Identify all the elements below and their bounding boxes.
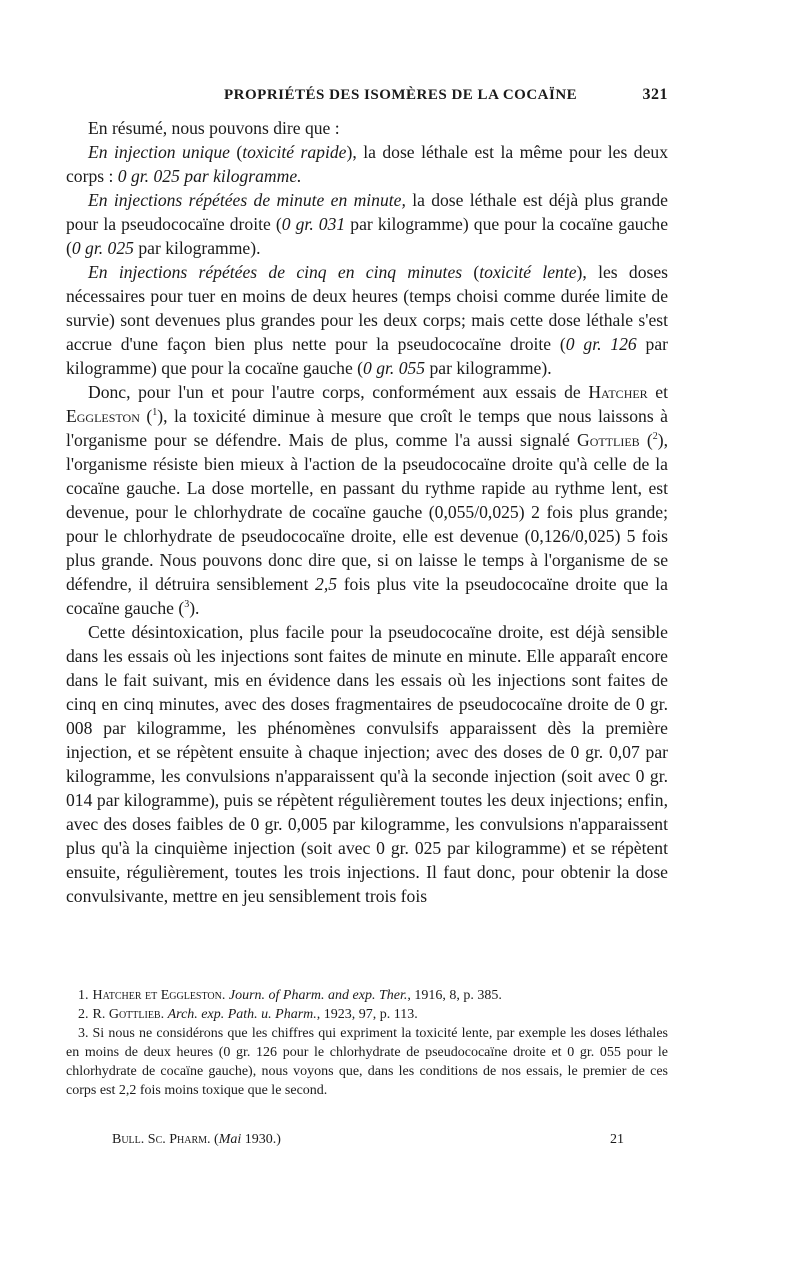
footnote-text: Si nous ne considérons que les chiffres qui expriment la toxicité lente, par exemple les doses léthales en moins de deux heures (0 gr. 126 pour le chlorhydrate de pseudococaïne droite et 0 gr. 055 pour le chlorhydrate de cocaïne gauche), nous voyons que, dans les conditions de nos essais, le premier de ces corps est 2,2 fois moins toxique que le second. [66,1026,668,1098]
footnote-authors: R. Gottlieb. [92,1007,165,1022]
footnote [66,1005,668,1024]
page-number: 321 [642,86,668,103]
page-footer [112,1132,624,1148]
author-name: Eggleston [66,406,140,426]
italic-phrase: En injection unique [88,142,230,162]
paragraph-text: et [647,382,668,402]
footnote-authors: Hatcher et Eggleston. [92,988,226,1003]
paragraph [66,620,668,908]
footnote-ref: 3 [184,599,190,611]
footnote-ref: 2 [652,431,658,443]
paragraph: Donc, pour l'un et pour l'autre corps, conformément aux essais de Hatcher et Eggleston ($^1$), la toxicité diminue à mesure que croît le temps que nous laissons à l'organisme pour se défendre. Mais de plus, comme l'a aussi signalé Gottlieb ($^2$), l'organisme résiste bien mieux à l'action de la pseudococaïne droite qu'à celle de la cocaïne gauche. La dose mortelle, en passant du rythme rapide au rythme lent, est devenue, pour le chlorhydrate de cocaïne gauche (0,055/0,025) 2 fois plus grande; pour le chlorhydrate de pseudococaïne droite, elle est devenue (0,126/0,025) 5 fois plus grande. Nous pouvons donc dire que, si on laisse le temps à l'organisme de se défendre, il détruira sensiblement 2,5 fois plus vite la pseudococaïne droite que la cocaïne gauche ($^3$). [66,382,668,618]
author-name: Gottlieb [576,430,640,450]
paragraph-text: fois plus vite la pseudococaïne droite que la cocaïne gauche ( [66,574,668,618]
signature-mark: 21 [610,1132,624,1147]
paragraph-text: ). [189,598,200,618]
italic-value: 0 gr. 126 [565,334,637,354]
paragraph-text: par kilogramme) que pour la cocaïne gauche ( [66,334,669,378]
italic-value: 0 gr. 055 [363,358,426,378]
paragraph-text: , l'organisme résiste bien mieux à l'action de la pseudococaïne droite qu'à celle de la cocaïne gauche. La dose mortelle, en passant du rythme rapide au rythme lent, est devenue, pour le chlorhydrate de cocaïne gauche (0,055/0,025) 2 fois plus grande; pour le chlorhydrate de pseudococaïne droite, elle est devenue (0,126/0,025) 5 fois plus grande. Nous pouvons donc dire que, si on laisse le temps à l'organisme de se défendre, il détruira sensiblement [66,430,668,594]
paragraph: En injections répétées de cinq en cinq minutes (toxicité lente), les doses nécessaires pour tuer en moins de deux heures (temps choisi comme durée limite de survie) sont devenues plus grandes pour les deux corps; mais cette dose léthale s'est accrue d'une façon bien plus nette pour la pseudococaïne droite (0 gr. 126 par kilogramme) que pour la cocaïne gauche (0 gr. 055 par kilogramme). [66,262,669,378]
paragraph-text: , la toxicité diminue à mesure que croît le temps que nous laissons à l'organisme pour se défendre. Mais de plus, comme l'a aussi signalé [66,406,668,450]
footer-date-open: ( [210,1132,219,1147]
footer-journal-name: Bull. Sc. Pharm. [112,1132,211,1147]
footnote-rest: , 1923, 97, p. 113. [316,1007,418,1022]
running-header [224,86,668,104]
footnote-journal: Journ. of Pharm. and exp. Ther. [228,988,408,1003]
footnote-rest: , 1916, 8, p. 385. [407,988,502,1003]
footnote-number: 3. [78,1026,89,1041]
footnote [66,986,668,1005]
paragraph-text: ), les doses nécessaires pour tuer en moins de deux heures (temps choisi comme durée limite de survie) sont devenues plus grandes pour les deux corps; mais cette dose léthale s'est accrue d'une façon bien plus nette pour la pseudococaïne droite ( [66,262,669,354]
footer-journal [112,1132,281,1148]
italic-phrase: toxicité lente [479,262,577,282]
paragraph-text: ), la dose léthale est la même pour les deux corps : [66,142,669,186]
paragraph [66,116,668,140]
footnote-ref: 1 [152,407,158,419]
footer-year: 1930.) [241,1132,281,1147]
footnotes [66,986,668,1100]
italic-value: 2,5 [315,574,338,594]
italic-value: 0 gr. 031 [281,214,346,234]
italic-phrase: toxicité rapide [242,142,347,162]
paragraph-text: par kilogramme) que pour la cocaïne gauche ( [66,214,669,258]
author-name: Hatcher [588,382,648,402]
main-text [66,116,668,908]
paragraph-text: Donc, pour l'un et pour l'autre corps, conformément aux essais de [88,382,589,402]
italic-value: 0 gr. 025 par kilogramme. [117,166,302,186]
running-title: PROPRIÉTÉS DES ISOMÈRES DE LA COCAÏNE [224,87,578,103]
paragraph-text: En résumé, nous pouvons dire que : [88,118,340,138]
paragraph-text: la dose léthale est déjà plus grande pour la pseudococaïne droite ( [66,190,668,234]
footnote-number: 2. [78,1007,89,1022]
paragraph [66,188,668,260]
footer-month: Mai [218,1132,242,1147]
italic-phrase: En injections répétées de minute en minute, [88,190,406,210]
paragraph: En injection unique (toxicité rapide), la dose léthale est la même pour les deux corps : 0 gr. 025 par kilogramme. [66,142,669,186]
footnote-journal: Arch. exp. Path. u. Pharm. [167,1007,317,1022]
paragraph-text: Cette désintoxication, plus facile pour la pseudococaïne droite, est déjà sensible dans les essais où les injections sont faites de minute en minute. Elle apparaît encore dans le fait suivant, mis en évidence dans les essais où les injections sont faites de cinq en cinq minutes, avec des doses fragmentaires de pseudococaïne droite de 0 gr. 008 par kilogramme, les phénomènes convulsifs apparaissent dès la première injection, et se répètent ensuite à chaque injection; avec des doses de 0 gr. 0,07 par kilogramme, les convulsions n'apparaissent qu'à la seconde injection (soit avec 0 gr. 014 par kilogramme), puis se répètent régulièrement toutes les deux injections; enfin, avec des doses faibles de 0 gr. 0,005 par kilogramme, les convulsions n'apparaissent plus qu'à la cinquième injection (soit avec 0 gr. 025 par kilogramme) et se répètent ensuite, régulièrement, toutes les trois injections. Il faut donc, pour obtenir la dose convulsivante, mettre en jeu sensiblement trois fois [66,622,668,906]
paragraph-text: par kilogramme). [425,358,552,378]
italic-value: 0 gr. 025 [71,238,134,258]
italic-phrase: En injections répétées de cinq en cinq minutes [88,262,463,282]
footnote [66,1024,668,1100]
paragraph-text: par kilogramme). [133,238,261,258]
footnote-number: 1. [78,988,89,1003]
